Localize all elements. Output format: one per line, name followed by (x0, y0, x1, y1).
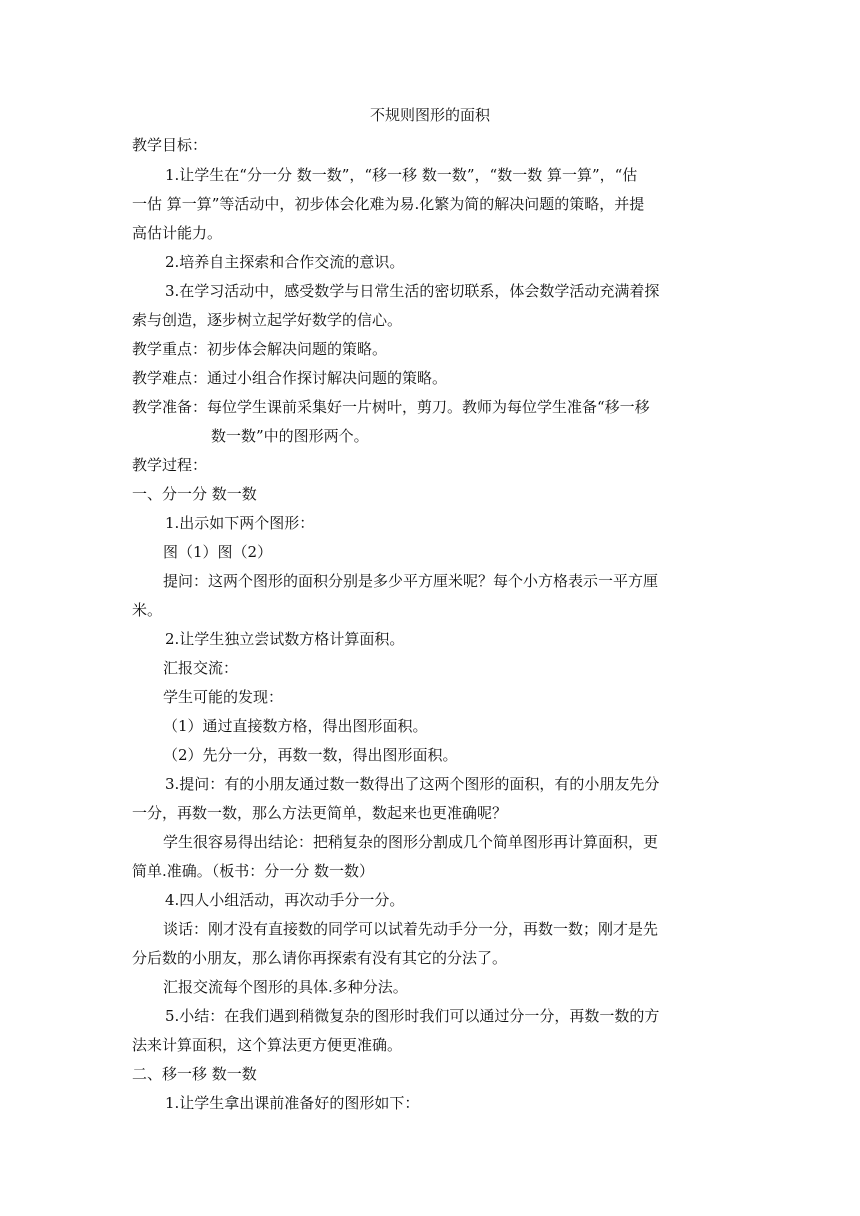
objective-2: 2.培养自主探索和合作交流的意识。 (165, 253, 405, 271)
summary-line1: 5.小结：在我们遇到稍微复杂的图形时我们可以通过分一分，再数一数的方 (165, 1007, 660, 1025)
findings-heading: 学生可能的发现： (163, 688, 284, 706)
talk-line1: 谈话：刚才没有直接数的同学可以试着先动手分一分，再数一数；刚才是先 (163, 920, 659, 938)
objective-3-line2: 索与创造，逐步树立起学好数学的信心。 (132, 311, 403, 329)
preparation-line2: 数一数”中的图形两个。 (211, 427, 369, 445)
objective-1-line2: 一估 算一算”等活动中，初步体会化难为易.化繁为简的解决问题的策略，并提 (132, 195, 645, 213)
section2-p1: 1.让学生拿出课前准备好的图形如下： (165, 1094, 420, 1112)
conclusion-line1: 学生很容易得出结论：把稍复杂的图形分割成几个简单图形再计算面积，更 (163, 833, 659, 851)
question-line2: 米。 (132, 601, 163, 619)
section1-p4: 4.四人小组活动，再次动手分一分。 (165, 891, 405, 909)
objective-3-line1: 3.在学习活动中，感受数学与日常生活的密切联系，体会数学活动充满着探 (165, 282, 660, 300)
key-point: 教学重点：初步体会解决问题的策略。 (132, 340, 388, 358)
conclusion-line2: 简单.准确。（板书：分一分 数一数） (132, 862, 375, 880)
document-title: 不规则图形的面积 (369, 106, 490, 124)
section1-p2: 2.让学生独立尝试数方格计算面积。 (165, 630, 405, 648)
section2-heading: 二、移一移 数一数 (132, 1065, 257, 1083)
objective-1-line3: 高估计能力。 (132, 224, 223, 242)
finding-1: （1）通过直接数方格，得出图形面积。 (163, 717, 428, 735)
figure-labels: 图（1）图（2） (163, 543, 273, 561)
report-heading: 汇报交流： (163, 659, 239, 677)
finding-2: （2）先分一分，再数一数，得出图形面积。 (163, 746, 458, 764)
section1-p3-line1: 3.提问：有的小朋友通过数一数得出了这两个图形的面积，有的小朋友先分 (165, 775, 660, 793)
summary-line2: 法来计算面积，这个算法更方便更准确。 (132, 1036, 403, 1054)
section1-heading: 一、分一分 数一数 (132, 485, 257, 503)
section1-p1: 1.出示如下两个图形： (165, 514, 315, 532)
objectives-heading: 教学目标： (132, 136, 208, 154)
talk-line2: 分后数的小朋友，那么请你再探索有没有其它的分法了。 (132, 949, 508, 967)
preparation-line1: 教学准备：每位学生课前采集好一片树叶，剪刀。教师为每位学生准备“移一移 (132, 398, 650, 416)
section1-p3-line2: 一分，再数一数，那么方法更简单，数起来也更准确呢？ (132, 804, 508, 822)
difficulty: 教学难点：通过小组合作探讨解决问题的策略。 (132, 369, 448, 387)
objective-1-line1: 1.让学生在“分一分 数一数”，“移一移 数一数”，“数一数 算一算”，“估 (165, 166, 638, 184)
report-methods: 汇报交流每个图形的具体.多种分法。 (163, 978, 408, 996)
process-heading: 教学过程： (132, 456, 208, 474)
question-line1: 提问：这两个图形的面积分别是多少平方厘米呢？每个小方格表示一平方厘 (163, 572, 659, 590)
